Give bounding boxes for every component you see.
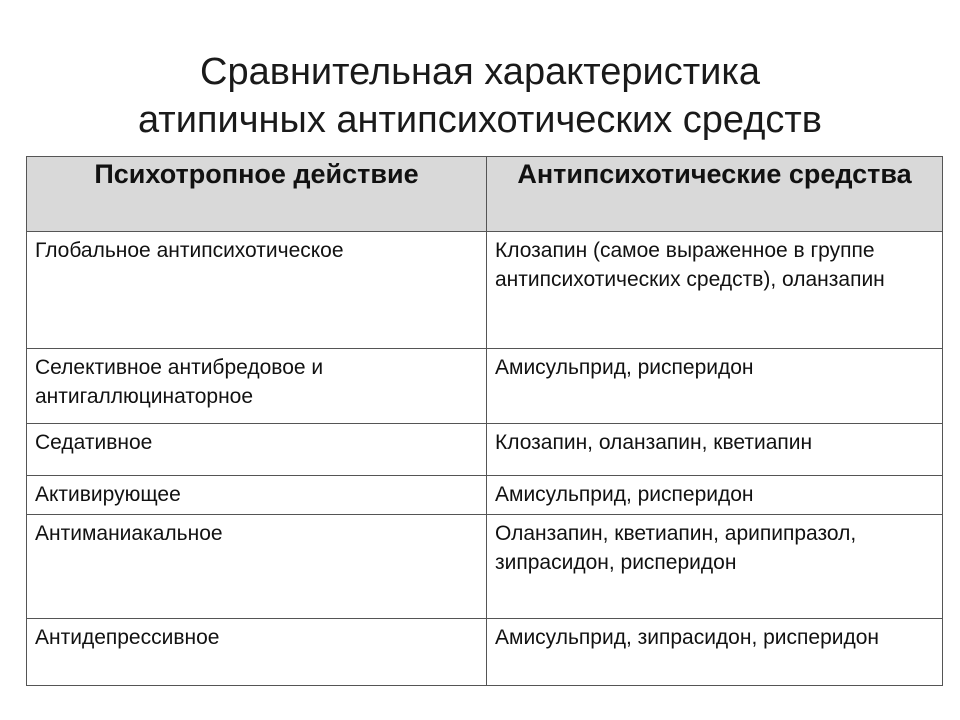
table-row	[27, 232, 943, 349]
effect-cell: Седативное	[27, 424, 487, 476]
drugs-cell: Клозапин, оланзапин, кветиапин	[487, 424, 943, 476]
slide-title-line-2: атипичных антипсихотических средств	[138, 99, 822, 141]
drugs-cell: Амисульприд, рисперидон	[487, 476, 943, 515]
comparison-table	[26, 156, 943, 686]
drugs-cell: Амисульприд, рисперидон	[487, 349, 943, 424]
table-row	[27, 424, 943, 476]
drugs-cell: Амисульприд, зипрасидон, рисперидон	[487, 619, 943, 686]
table-header-row	[27, 157, 943, 232]
header-psychotropic-effect: Психотропное действие	[27, 157, 487, 232]
effect-cell: Глобальное антипсихотическое	[27, 232, 487, 349]
header-antipsychotic-drugs: Антипсихотические средства	[487, 157, 943, 232]
slide-title-line-1: Сравнительная характеристика	[200, 51, 760, 93]
effect-cell: Антиманиакальное	[27, 515, 487, 619]
table-row	[27, 349, 943, 424]
effect-cell: Антидепрессивное	[27, 619, 487, 686]
drugs-cell: Клозапин (самое выраженное в группе антипсихотических средств), оланзапин	[487, 232, 943, 349]
table-row	[27, 476, 943, 515]
table-row	[27, 515, 943, 619]
drugs-cell: Оланзапин, кветиапин, арипипразол, зипрасидон, рисперидон	[487, 515, 943, 619]
effect-cell: Активирующее	[27, 476, 487, 515]
effect-cell: Селективное антибредовое и антигаллюцинаторное	[27, 349, 487, 424]
slide-title	[0, 48, 960, 144]
table-row	[27, 619, 943, 686]
